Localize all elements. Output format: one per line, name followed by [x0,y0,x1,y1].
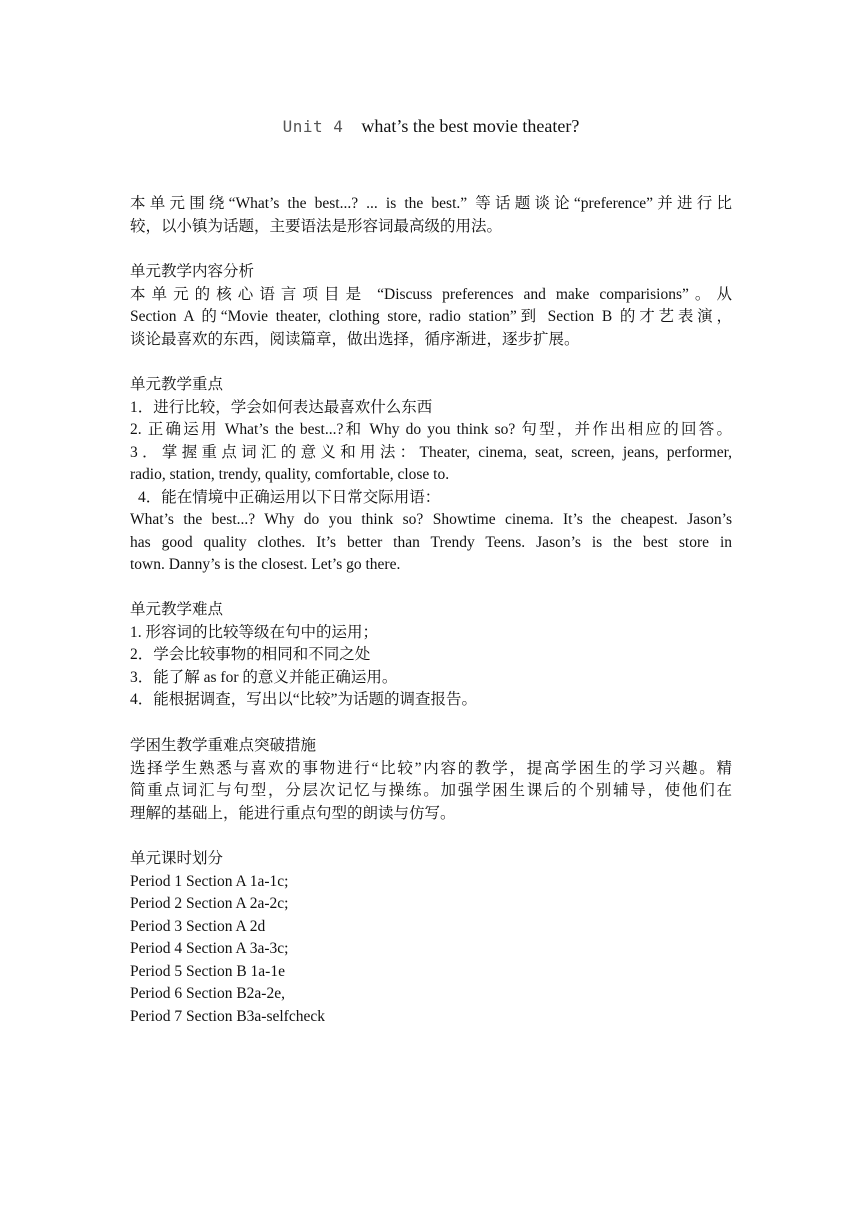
list-item: 1．进行比较，学会如何表达最喜欢什么东西 [130,398,433,416]
section-heading: 单元教学重点 [130,376,224,393]
struggling-line: 选择学生熟悉与喜欢的事物进行“比较”内容的教学，提高学困生的学习兴趣。精 [130,759,732,777]
analysis-line: Section A 的“Movie theater, clothing store, radio station”到 Section B 的才艺表演， [130,308,732,325]
intro-line: 本单元围绕“What’s the best...? ... is the best.” 等话题谈论“preference”并进行比 [130,195,732,212]
struggling-line: 理解的基础上，能进行重点句型的朗读与仿写。 [130,804,456,822]
section-heading: 单元教学难点 [130,601,224,618]
list-item: 2. 正确运用 What’s the best...?和 Why do you think so? 句型，并作出相应的回答。 [130,421,732,438]
period-item: Period 7 Section B3a-selfcheck [130,1007,325,1025]
list-item: 3．掌握重点词汇的意义和用法：Theater, cinema, seat, screen, jeans, performer, [130,443,732,461]
list-item: 1. 形容词的比较等级在句中的运用； [130,623,379,641]
list-item: 3．能了解 as for 的意义并能正确运用。 [130,668,398,686]
period-item: Period 5 Section B 1a-1e [130,962,285,980]
list-item: 4．能在情境中正确运用以下日常交际用语： [138,488,441,506]
intro-line: 较，以小镇为话题，主要语法是形容词最高级的用法。 [130,217,503,235]
focus-section [130,374,732,577]
list-item: 4．能根据调查，写出以“比较”为话题的调查报告。 [130,691,478,708]
dialog-line: What’s the best...? Why do you think so? Showtime cinema. It’s the cheapest. Jason’s [130,511,732,528]
list-item: radio, station, trendy, quality, comfortable, close to. [130,466,450,483]
periods-section [130,848,732,1028]
struggling-section [130,735,732,825]
dialog-line: has good quality clothes. It’s better than Trendy Teens. Jason’s is the best store in [130,533,732,551]
period-item: Period 3 Section A 2d [130,917,266,935]
struggling-line: 简重点词汇与句型，分层次记忆与操练。加强学困生课后的个别辅导，使他们在 [130,782,732,799]
analysis-line: 本单元的核心语言项目是 “Discuss preferences and make comparisions”。从 [130,285,732,303]
dialog-line: town. Danny’s is the closest. Let’s go there. [130,556,401,573]
intro-paragraph [130,193,732,238]
analysis-line: 谈论最喜欢的东西，阅读篇章，做出选择，循序渐进，逐步扩展。 [130,330,580,348]
section-heading: 单元课时划分 [130,850,224,867]
difficulty-section [130,599,732,712]
title-text: what’s the best movie theater? [361,116,580,136]
section-heading: 学困生教学重难点突破措施 [130,737,317,754]
analysis-section [130,261,732,351]
period-item: Period 4 Section A 3a-3c; [130,940,289,957]
list-item: 2．学会比较事物的相同和不同之处 [130,646,371,663]
section-heading: 单元教学内容分析 [130,263,255,280]
unit-label: Unit 4 [282,117,344,136]
document-title [130,116,732,137]
period-item: Period 2 Section A 2a-2c; [130,895,289,912]
period-item: Period 6 Section B2a-2e, [130,985,285,1002]
period-item: Period 1 Section A 1a-1c; [130,872,289,890]
